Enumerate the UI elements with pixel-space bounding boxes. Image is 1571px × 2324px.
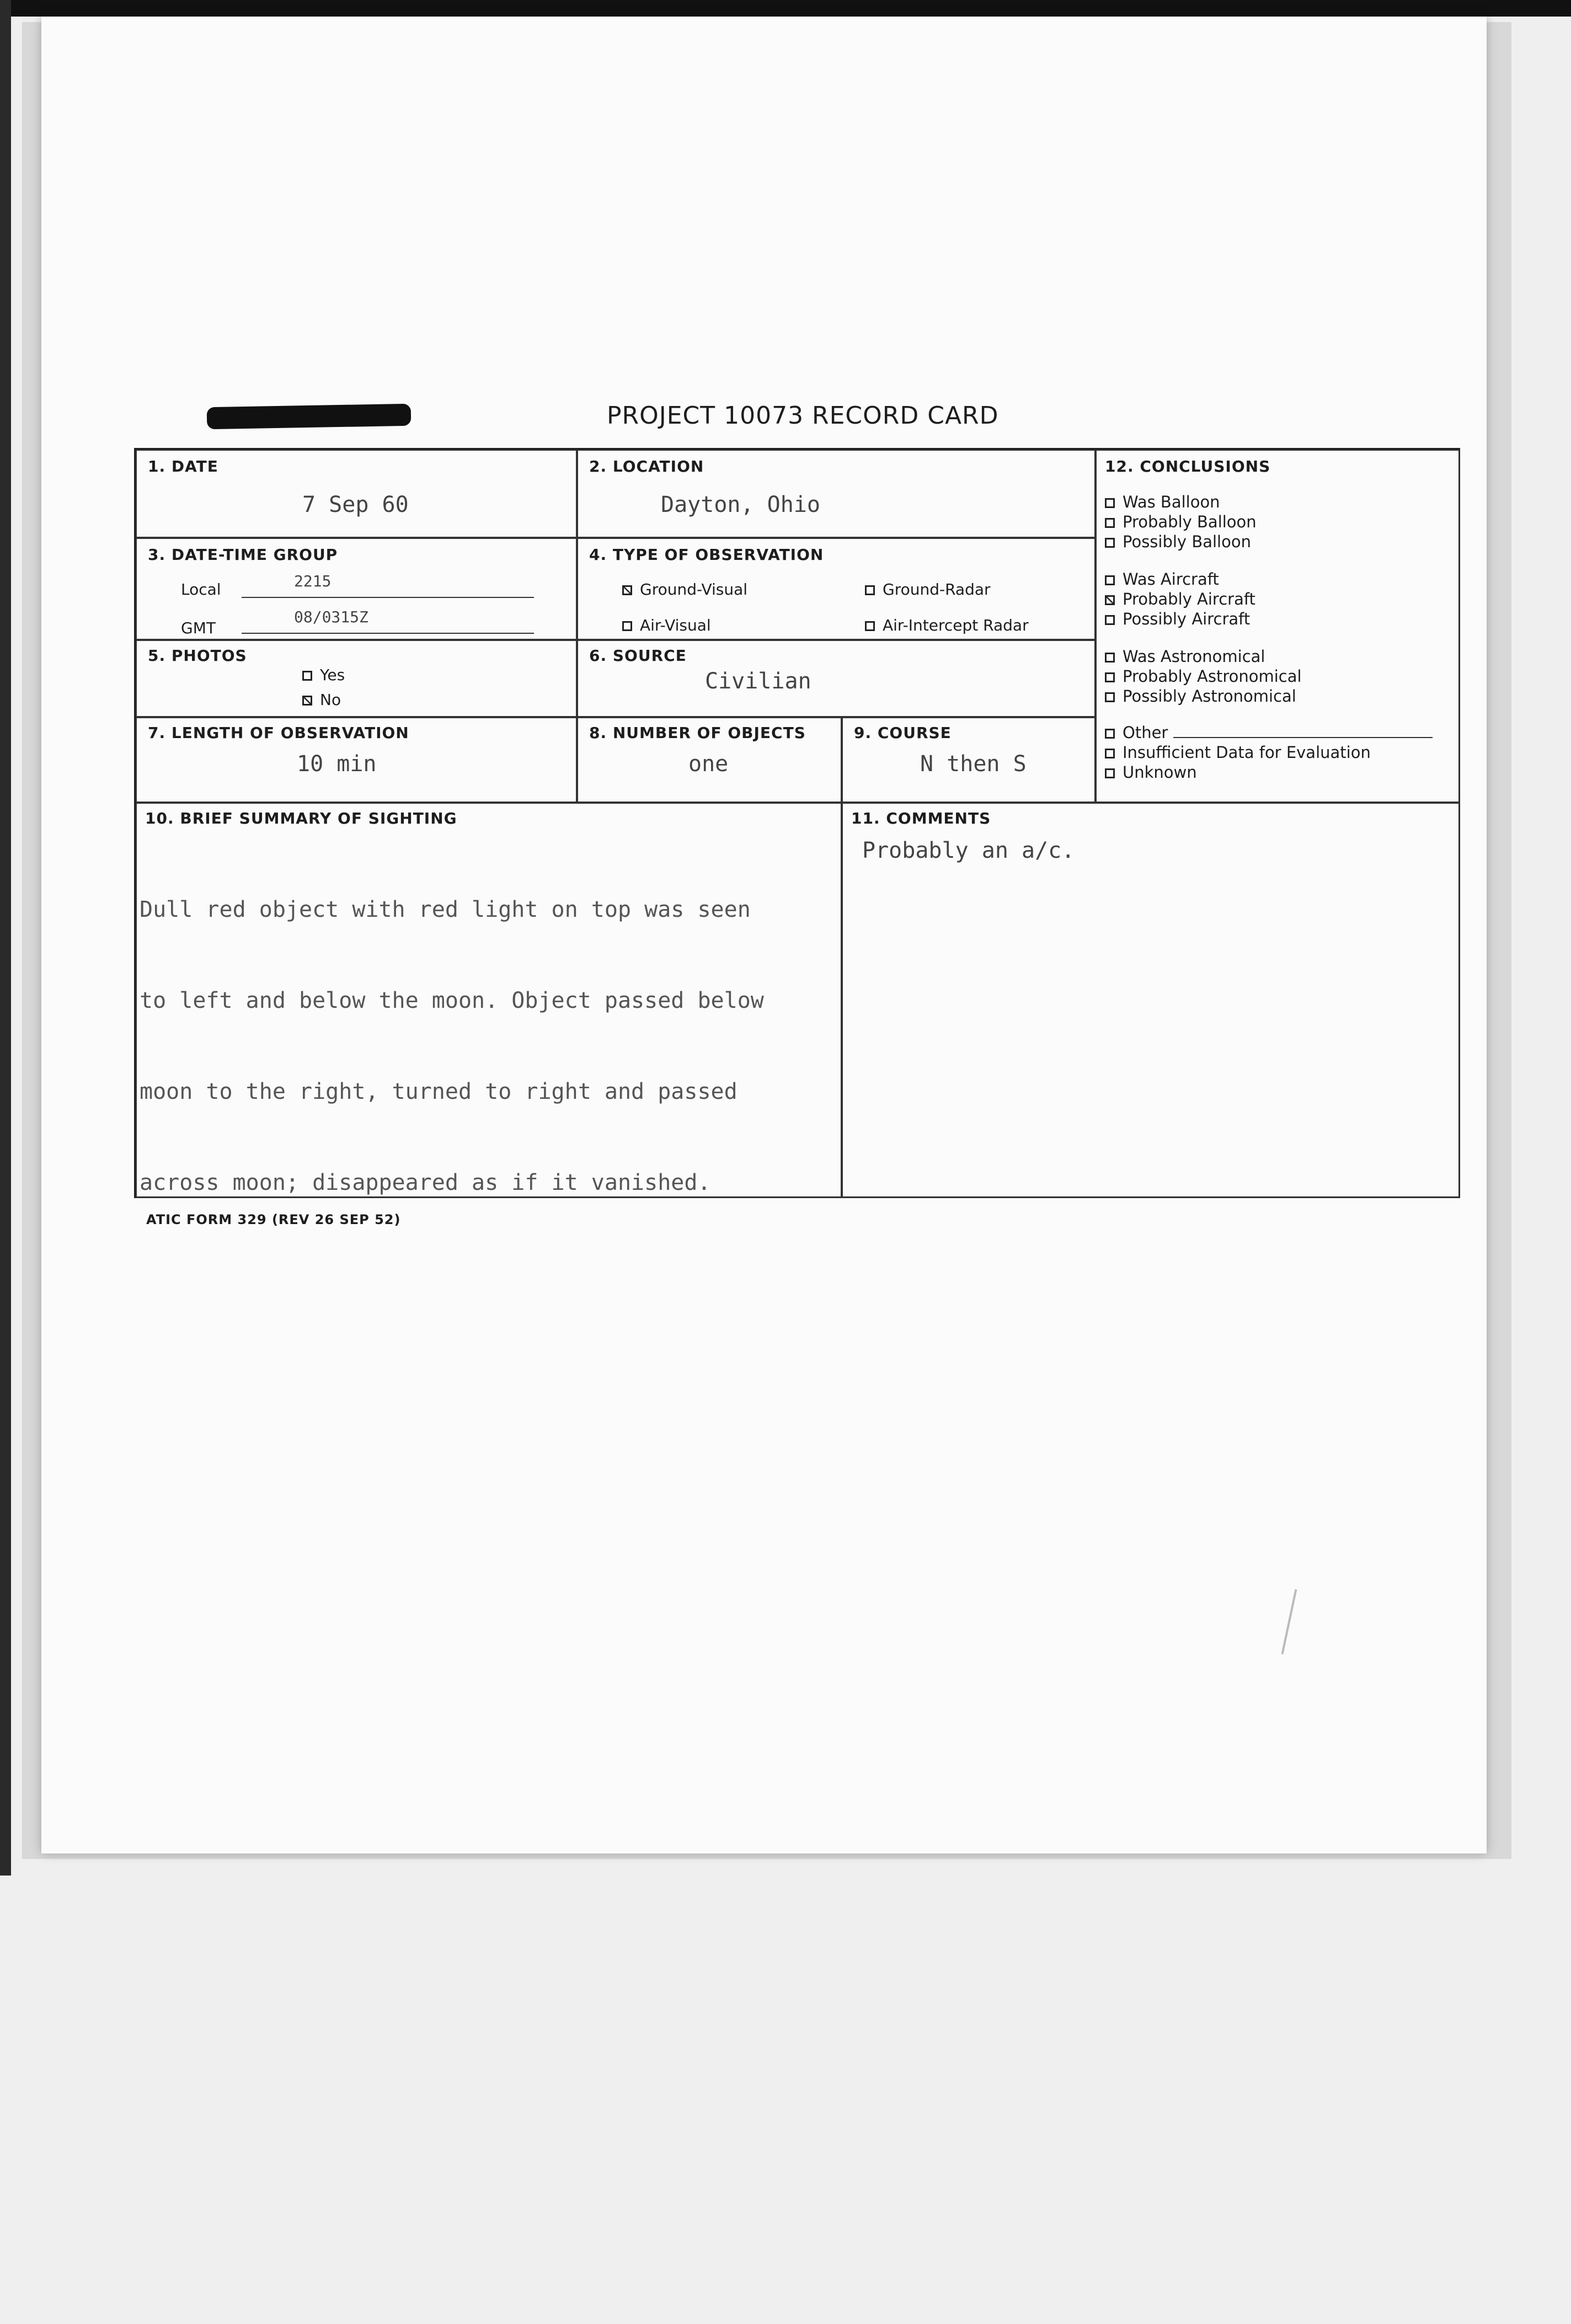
conclusion-group-aircraft xyxy=(1105,569,1255,629)
conclusion-unknown[interactable] xyxy=(1105,762,1433,782)
checkbox-probably-balloon[interactable] xyxy=(1105,518,1115,528)
length-cell xyxy=(136,717,577,803)
photos-no-option[interactable] xyxy=(302,691,341,709)
record-card xyxy=(134,448,1460,1198)
conclusion-probably-astronomical[interactable] xyxy=(1105,666,1302,686)
ground-visual-option[interactable] xyxy=(622,580,747,599)
photos-cell xyxy=(136,640,577,717)
conclusion-possibly-aircraft[interactable] xyxy=(1105,609,1255,629)
number-value: one xyxy=(688,751,729,777)
course-label: 9. COURSE xyxy=(854,724,952,742)
air-intercept-radar-option[interactable] xyxy=(865,616,1029,634)
conclusion-other[interactable] xyxy=(1105,723,1433,742)
date-label: 1. DATE xyxy=(148,457,218,476)
card-title: PROJECT 10073 RECORD CARD xyxy=(607,402,999,430)
other-line xyxy=(1173,736,1433,738)
air-visual-option[interactable] xyxy=(622,616,711,634)
date-cell xyxy=(136,450,577,538)
summary-label: 10. BRIEF SUMMARY OF SIGHTING xyxy=(145,809,457,827)
conclusions-label: 12. CONCLUSIONS xyxy=(1105,457,1271,476)
conclusion-text: Probably Aircraft xyxy=(1123,590,1255,608)
conclusion-possibly-balloon[interactable] xyxy=(1105,532,1257,552)
checkbox-was-astronomical[interactable] xyxy=(1105,653,1115,663)
gmt-label: GMT xyxy=(181,619,216,637)
air-visual-checkbox[interactable] xyxy=(622,621,632,631)
conclusion-was-astronomical[interactable] xyxy=(1105,647,1302,666)
checkbox-possibly-astronomical[interactable] xyxy=(1105,692,1115,702)
conclusion-group-other xyxy=(1105,723,1433,782)
comments-value: Probably an a/c. xyxy=(862,838,1075,863)
conclusion-text: Possibly Balloon xyxy=(1123,532,1251,551)
ground-radar-option[interactable] xyxy=(865,580,991,599)
air-visual-text: Air-Visual xyxy=(640,616,711,634)
conclusion-probably-aircraft[interactable] xyxy=(1105,589,1255,609)
source-value: Civilian xyxy=(705,669,811,694)
photos-yes-checkbox[interactable] xyxy=(302,671,312,681)
conclusion-group-balloon xyxy=(1105,492,1257,552)
conclusion-text: Possibly Astronomical xyxy=(1123,687,1296,706)
comments-cell xyxy=(842,803,1460,1198)
ground-radar-text: Ground-Radar xyxy=(883,580,991,599)
ground-visual-text: Ground-Visual xyxy=(640,580,748,599)
conclusion-text: Probably Balloon xyxy=(1123,512,1257,531)
film-edge-top xyxy=(0,0,1571,17)
checkbox-probably-aircraft[interactable] xyxy=(1105,595,1115,605)
film-edge-left xyxy=(0,0,11,1876)
conclusion-text: Insufficient Data for Evaluation xyxy=(1123,743,1371,762)
summary-line: Dull red object with red light on top was seen xyxy=(140,897,751,922)
redaction-mark xyxy=(207,404,412,429)
length-value: 10 min xyxy=(297,751,377,777)
checkbox-insufficient-data[interactable] xyxy=(1105,749,1115,758)
conclusion-was-balloon[interactable] xyxy=(1105,492,1257,512)
gmt-line xyxy=(242,633,534,634)
photos-yes-text: Yes xyxy=(320,666,345,684)
summary-line: to left and below the moon. Object passed below xyxy=(140,988,764,1013)
checkbox-possibly-balloon[interactable] xyxy=(1105,538,1115,548)
type-label: 4. TYPE OF OBSERVATION xyxy=(589,546,824,564)
summary-line: across moon; disappeared as if it vanished. xyxy=(140,1170,711,1195)
ground-visual-checkbox[interactable] xyxy=(622,585,632,595)
photos-yes-option[interactable] xyxy=(302,666,345,684)
local-value: 2215 xyxy=(294,572,332,590)
photos-no-checkbox[interactable] xyxy=(302,696,312,706)
comments-label: 11. COMMENTS xyxy=(851,809,991,827)
air-intercept-radar-checkbox[interactable] xyxy=(865,621,875,631)
conclusion-text: Probably Astronomical xyxy=(1123,667,1302,686)
form-number: ATIC FORM 329 (REV 26 SEP 52) xyxy=(146,1212,401,1227)
local-label: Local xyxy=(181,580,221,599)
number-label: 8. NUMBER OF OBJECTS xyxy=(589,724,806,742)
source-cell xyxy=(577,640,1096,717)
conclusion-probably-balloon[interactable] xyxy=(1105,512,1257,532)
checkbox-was-balloon[interactable] xyxy=(1105,498,1115,508)
gmt-value: 08/0315Z xyxy=(294,608,368,626)
course-cell xyxy=(842,717,1096,803)
summary-cell xyxy=(136,803,842,1198)
checkbox-was-aircraft[interactable] xyxy=(1105,575,1115,585)
source-label: 6. SOURCE xyxy=(589,647,687,665)
summary-line: moon to the right, turned to right and passed xyxy=(140,1079,738,1104)
location-cell xyxy=(577,450,1096,538)
conclusion-text: Was Astronomical xyxy=(1123,647,1265,666)
local-line xyxy=(242,597,534,598)
summary-text xyxy=(140,834,764,1259)
conclusion-text: Unknown xyxy=(1123,763,1197,782)
checkbox-possibly-aircraft[interactable] xyxy=(1105,615,1115,625)
conclusion-possibly-astronomical[interactable] xyxy=(1105,686,1302,706)
conclusion-text: Was Balloon xyxy=(1123,493,1220,511)
photos-label: 5. PHOTOS xyxy=(148,647,247,665)
number-cell xyxy=(577,717,842,803)
location-label: 2. LOCATION xyxy=(589,457,704,476)
conclusion-group-astronomical xyxy=(1105,647,1302,706)
ground-radar-checkbox[interactable] xyxy=(865,585,875,595)
location-value: Dayton, Ohio xyxy=(661,492,820,517)
checkbox-unknown[interactable] xyxy=(1105,768,1115,778)
date-value: 7 Sep 60 xyxy=(302,492,409,517)
course-value: N then S xyxy=(920,751,1027,777)
air-intercept-radar-text: Air-Intercept Radar xyxy=(883,616,1029,634)
photos-no-text: No xyxy=(320,691,341,709)
conclusion-was-aircraft[interactable] xyxy=(1105,569,1255,589)
conclusion-text: Was Aircraft xyxy=(1123,570,1219,589)
conclusion-text: Other xyxy=(1123,723,1168,742)
length-label: 7. LENGTH OF OBSERVATION xyxy=(148,724,409,742)
dtg-label: 3. DATE-TIME GROUP xyxy=(148,546,338,564)
checkbox-other[interactable] xyxy=(1105,729,1115,739)
dtg-cell xyxy=(136,538,577,640)
conclusion-text: Possibly Aircraft xyxy=(1123,610,1251,628)
checkbox-probably-astronomical[interactable] xyxy=(1105,672,1115,682)
conclusion-insufficient-data[interactable] xyxy=(1105,742,1433,762)
type-cell xyxy=(577,538,1096,640)
conclusions-cell xyxy=(1096,450,1460,803)
